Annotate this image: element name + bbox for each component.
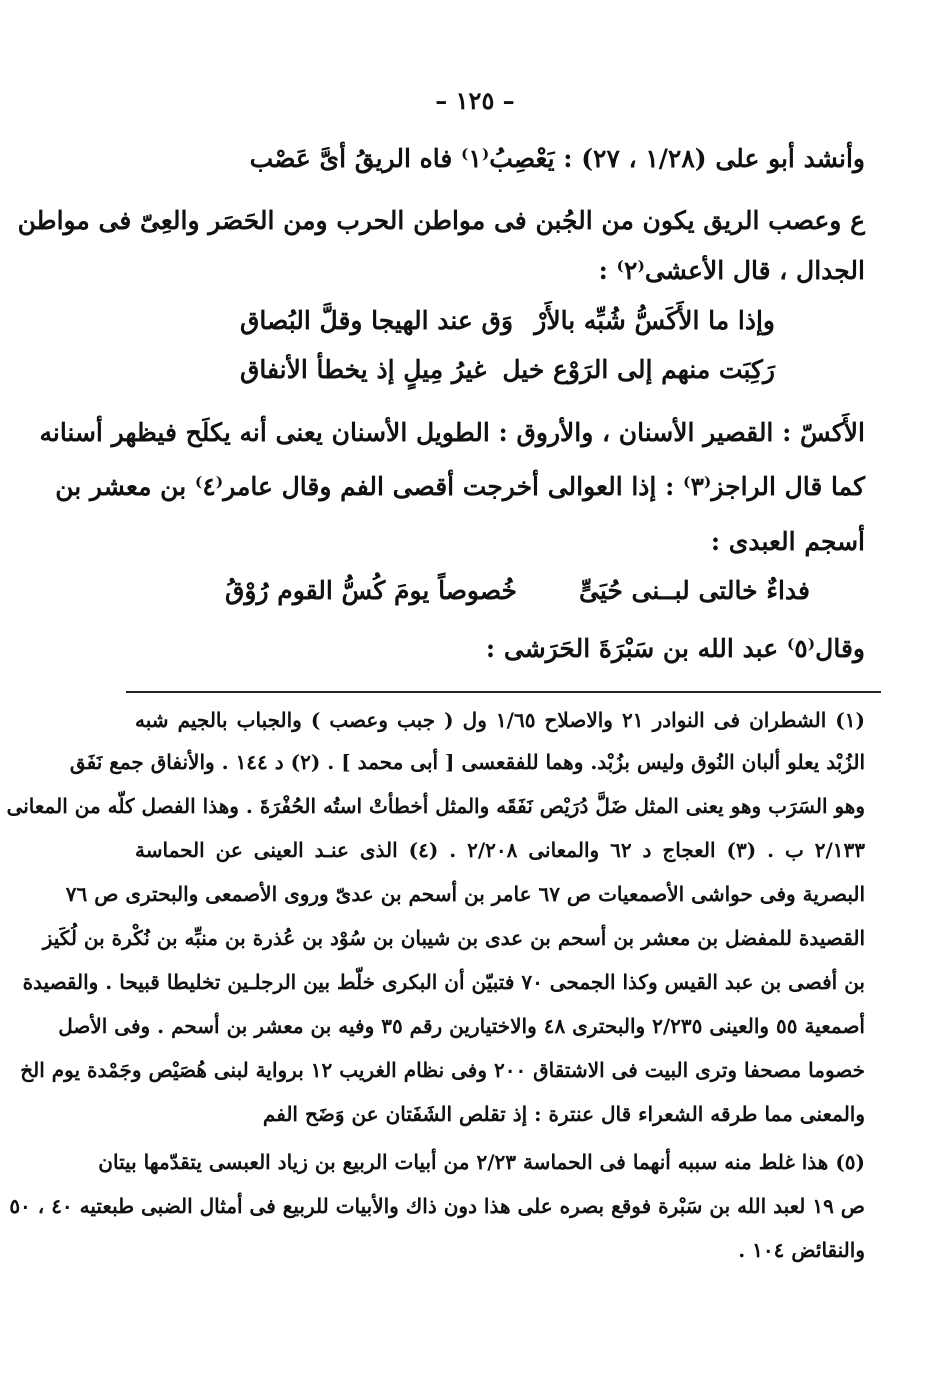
footnote-line: القصيدة للمفضل بن معشر بن أسحم بن عدى بن شيبان بن سُوْد بن عُذرة بن منبِّه بن نُكْرة بن لُكَيز	[42, 926, 865, 950]
footnote-line: ٢/١٣٣ ب . (٣) العجاج د ٦٢ والمعانى ٢/٢٠٨ . (٤) الذى عنـد العينى عن الحماسة	[135, 838, 865, 862]
body-line: الجدال ، قال الأعشى⁽٢⁾ :	[598, 256, 865, 285]
verse-line	[225, 576, 810, 612]
verse-hemistich-right: فداءٌ خالتى لبــنى حُيَىٍّ	[579, 576, 810, 605]
footnote-line: وهو السَرَب وهو يعنى المثل ضَلَّ دُرَيْص نَفَقَه والمثل أخطأتْ استُه الحُفْرَةَ . وهذا الفصل كلّه من المعانى	[6, 794, 865, 818]
verse-hemistich-right: وإذا ما الأَكَسُّ شُبِّه بالأَرْ	[534, 306, 775, 335]
footnote-line: البصرية وفى حواشى الأصمعيات ص ٦٧ عامر بن أسحم بن عدىّ وروى الأصمعى والبحترى ص ٧٦	[65, 882, 865, 906]
body-line: كما قال الراجز⁽٣⁾ : إذا العوالى أخرجت أقصى الفم وقال عامر⁽٤⁾ بن معشر بن	[55, 472, 865, 501]
footnote-line: والنقائض ١٠٤ .	[738, 1238, 865, 1262]
verse-hemistich-left: خُصوصاً يومَ كُسُّ القوم رُوْقُ	[225, 576, 517, 605]
footnote-line: بن أفصى بن عبد القيس وكذا الجمحى ٧٠ فتبيّن أن البكرى خلّط بين الرجلـين تخليطا قبيحا . والقصيدة	[22, 970, 865, 994]
verse-line	[240, 306, 775, 342]
body-line: وقال⁽٥⁾ عبد الله بن سَبْرَةَ الحَرَشى :	[485, 634, 865, 663]
page-number: – ١٢٥ –	[435, 86, 515, 115]
body-line: وأنشد أبو على (١/٢٨ ، ٢٧) : يَعْصِبُ⁽١⁾ فاه الريقُ أىَّ عَصْب	[249, 144, 865, 173]
verse-line	[240, 355, 775, 391]
footnote-line: الزُبْد يعلو ألبان النُوق وليس بزُبْد. وهما للفقعسى [ أبى محمد ] . (٢) د ١٤٤ . والأنفاق جمع نَفَق	[69, 750, 865, 774]
footnote-line: خصوما مصحفا وترى البيت فى الاشتقاق ٢٠٠ وفى نظام الغريب ١٢ برواية لبنى هُصَيْص وجَمْدة يوم الخ	[20, 1058, 865, 1082]
verse-hemistich-left: غيرُ مِيلٍ إذ يخطأ الأنفاق	[240, 355, 487, 384]
footnote-line: (١) الشطران فى النوادر ٢١ والاصلاح ١/٦٥ ول ( جبب وعصب ) والجباب بالجيم شبه	[135, 708, 865, 732]
verse-hemistich-left: وَق عند الهيجا وقلَّ البُصاق	[240, 306, 514, 335]
footnote-line: (٥) هذا غلط منه سببه أنهما فى الحماسة ٢/٢٣ من أبيات الربيع بن زياد العبسى يتقدّمها بيتان	[98, 1150, 865, 1174]
footnote-line: والمعنى مما طرقه الشعراء قال عنترة : إذ تقلص الشَفَتان عن وَضَح الفم	[262, 1102, 865, 1126]
body-line: أسجم العبدى :	[710, 527, 865, 556]
footnote-separator	[126, 691, 881, 693]
body-line: ع وعصب الريق يكون من الجُبن فى مواطن الحرب ومن الحَصَر والعِىّ فى مواطن	[17, 206, 865, 235]
body-line: الأَكسّ : القصير الأسنان ، والأروق : الطويل الأسنان يعنى أنه يكلَح فيظهر أسنانه	[39, 418, 865, 447]
footnote-line: ص ١٩ لعبد الله بن سَبْرة فوقع بصره على هذا دون ذاك والأبيات للربيع فى أمثال الضبى طبعتيه ٤٠ ، ٥٠	[9, 1194, 865, 1218]
verse-hemistich-right: رَكِبَت منهم إلى الرَوْع خيل	[502, 355, 775, 384]
footnote-line: أصمعية ٥٥ والعينى ٢/٢٣٥ والبحترى ٤٨ والاختيارين رقم ٣٥ وفيه بن معشر بن أسحم . وفى الأصل	[58, 1014, 865, 1038]
